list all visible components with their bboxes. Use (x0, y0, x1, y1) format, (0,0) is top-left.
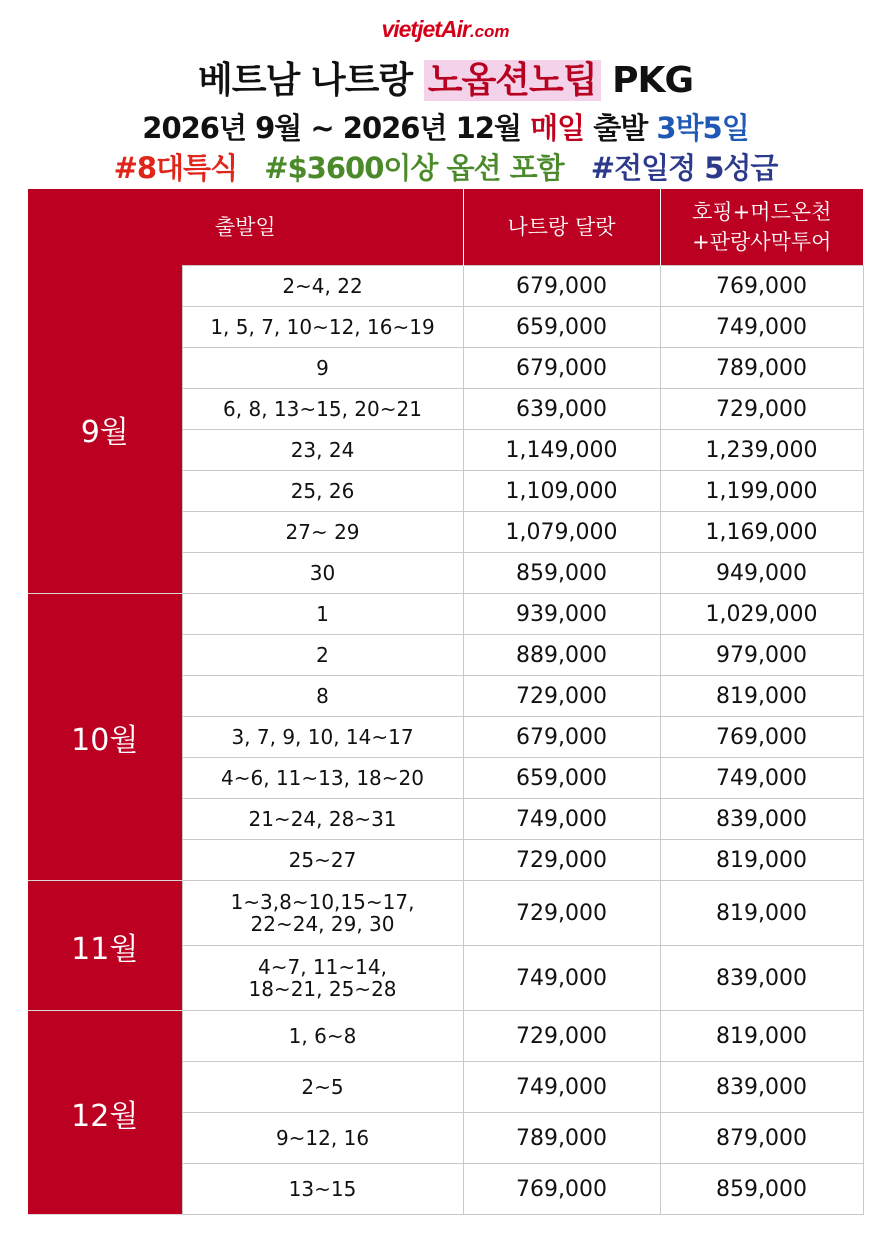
price-dalat: 639,000 (463, 389, 660, 430)
title-part-b: PKG (600, 60, 693, 101)
price-dalat: 939,000 (463, 594, 660, 635)
price-dalat: 749,000 (463, 946, 660, 1011)
price-hopping: 1,239,000 (660, 430, 863, 471)
title-highlight: 노옵션노팁 (424, 60, 601, 101)
date-cell: 23, 24 (182, 430, 463, 471)
price-hopping: 769,000 (660, 717, 863, 758)
date-cell: 9~12, 16 (182, 1113, 463, 1164)
price-dalat: 659,000 (463, 307, 660, 348)
date-cell: 1 (182, 594, 463, 635)
date-line: 4~7, 11~14, (258, 955, 387, 979)
price-dalat: 1,079,000 (463, 512, 660, 553)
price-dalat: 729,000 (463, 1011, 660, 1062)
price-dalat: 769,000 (463, 1164, 660, 1215)
date-cell: 8 (182, 676, 463, 717)
price-hopping: 819,000 (660, 676, 863, 717)
date-line: 18~21, 25~28 (248, 977, 397, 1001)
price-dalat: 859,000 (463, 553, 660, 594)
date-cell: 1, 5, 7, 10~12, 16~19 (182, 307, 463, 348)
month-cell-nov: 11월 (28, 881, 182, 1011)
hashtags (0, 146, 891, 187)
col-header-hopping-line2: +판랑사막투어 (692, 230, 832, 254)
date-cell (182, 946, 463, 1011)
price-dalat: 889,000 (463, 635, 660, 676)
price-hopping: 749,000 (660, 758, 863, 799)
price-hopping: 1,169,000 (660, 512, 863, 553)
price-hopping: 1,029,000 (660, 594, 863, 635)
date-cell: 25~27 (182, 840, 463, 881)
col-header-dalat: 나트랑 달랏 (463, 189, 660, 266)
table-header-row (28, 189, 863, 266)
subtitle-nights: 3박5일 (656, 111, 749, 145)
page-title (0, 52, 891, 103)
date-cell: 4~6, 11~13, 18~20 (182, 758, 463, 799)
month-cell-oct: 10월 (28, 594, 182, 881)
date-cell: 6, 8, 13~15, 20~21 (182, 389, 463, 430)
price-hopping: 769,000 (660, 266, 863, 307)
date-cell: 3, 7, 9, 10, 14~17 (182, 717, 463, 758)
price-hopping: 839,000 (660, 946, 863, 1011)
table-row (28, 881, 863, 946)
table-row (28, 1011, 863, 1062)
price-hopping: 819,000 (660, 840, 863, 881)
price-dalat: 679,000 (463, 266, 660, 307)
subtitle-departure: 출발 (584, 111, 657, 145)
col-header-hopping-line1: 호핑+머드온천 (692, 200, 832, 224)
period-subtitle (0, 106, 891, 147)
price-hopping: 819,000 (660, 881, 863, 946)
date-cell: 2~5 (182, 1062, 463, 1113)
subtitle-period: 2026년 9월 ~ 2026년 12월 (142, 111, 531, 145)
tag-meals: #8대특식 (113, 151, 238, 185)
price-hopping: 839,000 (660, 799, 863, 840)
subtitle-daily: 매일 (530, 111, 585, 145)
date-line: 22~24, 29, 30 (250, 912, 395, 936)
col-header-hopping (660, 189, 863, 266)
price-dalat: 749,000 (463, 1062, 660, 1113)
price-hopping: 729,000 (660, 389, 863, 430)
month-cell-dec: 12월 (28, 1011, 182, 1215)
price-dalat: 729,000 (463, 840, 660, 881)
date-cell (182, 881, 463, 946)
price-hopping: 859,000 (660, 1164, 863, 1215)
price-dalat: 679,000 (463, 348, 660, 389)
date-cell: 2~4, 22 (182, 266, 463, 307)
price-dalat: 789,000 (463, 1113, 660, 1164)
price-hopping: 839,000 (660, 1062, 863, 1113)
date-line: 1~3,8~10,15~17, (230, 890, 415, 914)
date-cell: 27~ 29 (182, 512, 463, 553)
date-cell: 2 (182, 635, 463, 676)
date-cell: 30 (182, 553, 463, 594)
month-cell-sep: 9월 (28, 266, 182, 594)
logo-main: vietjetAir (381, 16, 470, 42)
price-hopping: 979,000 (660, 635, 863, 676)
price-hopping: 949,000 (660, 553, 863, 594)
date-cell: 21~24, 28~31 (182, 799, 463, 840)
date-cell: 1, 6~8 (182, 1011, 463, 1062)
price-hopping: 749,000 (660, 307, 863, 348)
tag-hotel: #전일정 5성급 (590, 151, 778, 185)
price-hopping: 789,000 (660, 348, 863, 389)
price-table (28, 189, 864, 1215)
price-hopping: 819,000 (660, 1011, 863, 1062)
price-dalat: 679,000 (463, 717, 660, 758)
price-hopping: 879,000 (660, 1113, 863, 1164)
price-dalat: 1,109,000 (463, 471, 660, 512)
date-cell: 13~15 (182, 1164, 463, 1215)
title-part-a: 베트남 나트랑 (198, 60, 424, 101)
logo-domain: .com (469, 22, 510, 41)
price-hopping: 1,199,000 (660, 471, 863, 512)
vietjet-logo (0, 16, 891, 43)
table-row (28, 266, 863, 307)
tag-options: #$3600이상 옵션 포함 (264, 151, 564, 185)
price-dalat: 1,149,000 (463, 430, 660, 471)
date-cell: 25, 26 (182, 471, 463, 512)
col-header-date: 출발일 (28, 189, 463, 266)
price-dalat: 729,000 (463, 881, 660, 946)
date-cell: 9 (182, 348, 463, 389)
price-dalat: 729,000 (463, 676, 660, 717)
table-row (28, 594, 863, 635)
price-dalat: 749,000 (463, 799, 660, 840)
price-dalat: 659,000 (463, 758, 660, 799)
